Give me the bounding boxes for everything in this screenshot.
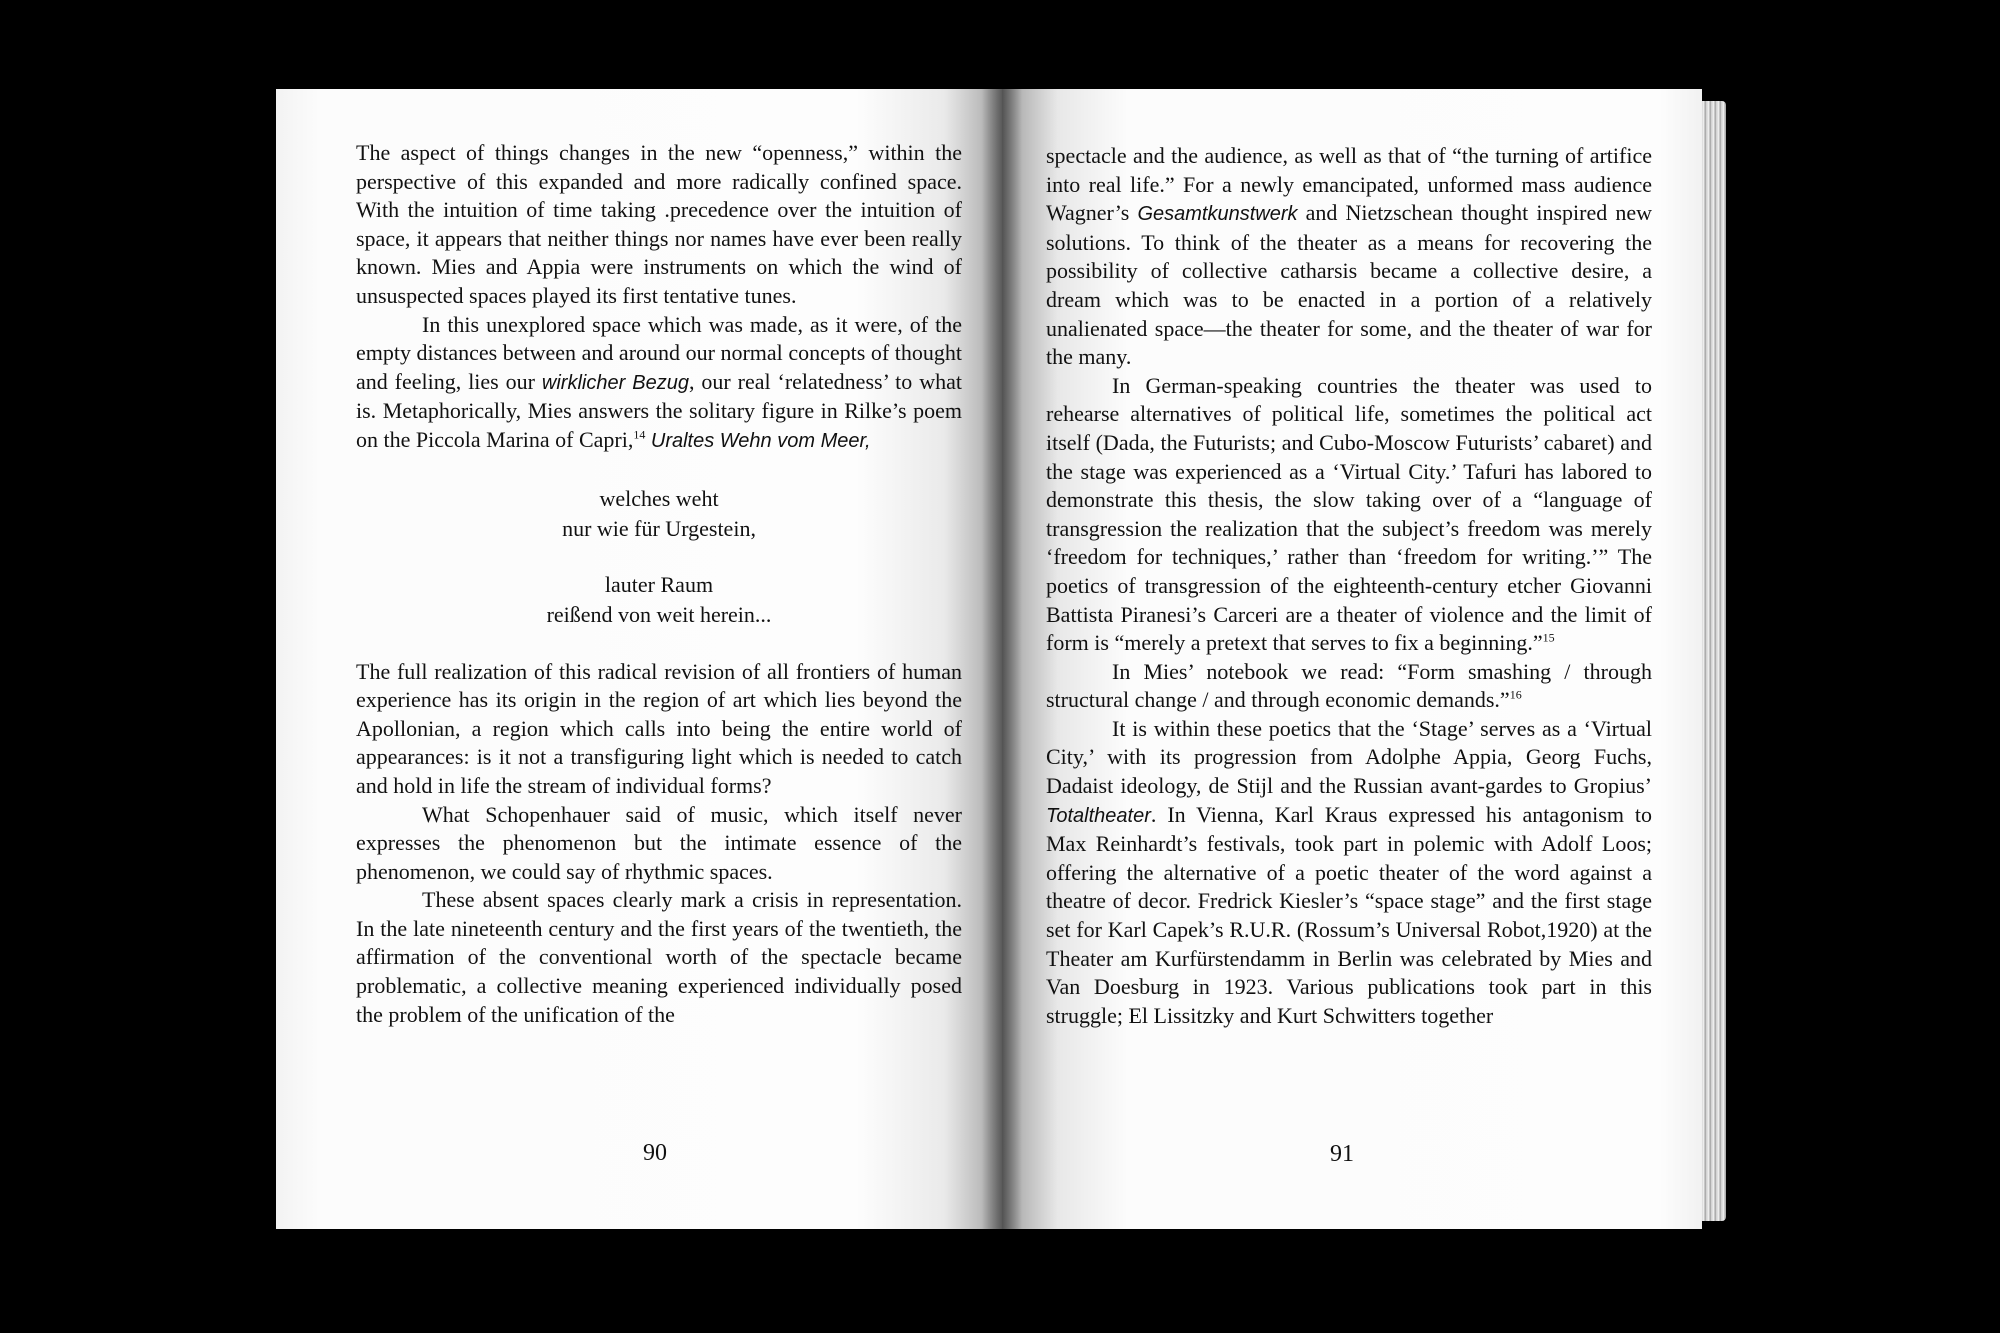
text-run: It is within these poetics that the ‘Stage’ serves as a ‘Virtual City,’ with its progression from Adolphe Appia, Georg Fuchs, Dadaist ideology, de Stijl and the Russian avant-gardes to Gropius’: [1046, 715, 1652, 799]
open-book: [276, 89, 1726, 1229]
italic-term: wirklicher Bezug: [541, 371, 689, 394]
paragraph: The full realization of this radical revision of all frontiers of human experience has its origin in the region of art which lies beyond the Apollonian, a region which calls into being the entire world of appearances: is it not a transfiguring light which is needed to catch and hold in life the stream of individual forms?: [356, 658, 962, 798]
paragraph: What Schopenhauer said of music, which itself never expresses the phenomenon but the intimate essence of the phenomenon, we could say of rhythmic spaces.: [356, 801, 962, 884]
poem-line: welches weht: [599, 485, 719, 511]
poem-line: reißend von weit herein...: [546, 601, 772, 627]
text-run: In Mies’ notebook we read: “Form smashing / through structural change / and through economic demands.”: [1046, 658, 1652, 713]
paragraph: [1046, 658, 1652, 715]
italic-term: Gesamtkunstwerk: [1137, 203, 1298, 226]
page-number: 90: [643, 1140, 667, 1166]
paragraph: [1046, 372, 1652, 658]
stanza-gap: [356, 544, 962, 570]
footnote-marker: 15: [1542, 630, 1555, 645]
page-edges: [1702, 101, 1726, 1221]
footnote-marker: 16: [1509, 687, 1522, 702]
poem-quote: [356, 484, 962, 630]
italic-quote: Uraltes Wehn vom Meer,: [650, 429, 871, 452]
paragraph: [356, 311, 962, 456]
poem-line: lauter Raum: [604, 571, 714, 597]
text-run: . In Vienna, Karl Kraus expressed his antagonism to Max Reinhardt’s festivals, took part in polemic with Adolf Loos; offering the alternative of a poetic theater of the word against a theatre of decor. Fredrick Kiesler’s “space stage” and the first stage set for Karl Capek’s R.U.R. (Rossum’s Universal Robot,1920) at the Theater am Kurfürstendamm in Berlin was celebrated by Mies and Van Doesburg in 1923. Various publications took part in this struggle; El Lissitzky and Kurt Schwitters together: [1046, 801, 1652, 1028]
page-number: 91: [1330, 1141, 1354, 1167]
book-gutter: [982, 89, 1022, 1229]
paragraph: The aspect of things changes in the new “openness,” within the perspective of this expanded and more radically confined space. With the intuition of time taking .precedence over the intuition of space, it appears that neither things nor names have ever been really known. Mies and Appia were instruments on which the wind of unsuspected spaces played its first tentative tunes.: [356, 140, 962, 308]
text-run: spectacle and the audience, as well as that of “the turning of artifice into real life.” For a newly emancipated, unformed mass audience Wagner’s: [1046, 143, 1652, 226]
text-run: and Nietzschean thought inspired new solutions. To think of the theater as a means for recovering the possibility of collective catharsis became a collective desire, a dream which was to be enacted in a portion of a relatively unalienated space—the theater for some, and the theater of war for the many.: [1046, 200, 1652, 370]
paragraph: [1046, 142, 1652, 372]
text-run: In German-speaking countries the theater was used to rehearse alternatives of political life, sometimes the political act itself (Dada, the Futurists; and Cubo-Moscow Futurists’ cabaret) and the stage was experienced as a ‘Virtual City.’ Tafuri has labored to demonstrate this thesis, the slow taking over of a “language of transgression the realization that the subject’s freedom was merely ‘freedom for techniques,’ rather than ‘freedom for writing.’” The poetics of transgression of the eighteenth-century etcher Giovanni Battista Piranesi’s Carceri are a theater of violence and the limit of form is “merely a pretext that serves to fix a beginning.”: [1046, 372, 1652, 656]
paragraph: These absent spaces clearly mark a crisis in representation. In the late nineteenth century and the first years of the twentieth, the affirmation of the conventional worth of the spectacle became problematic, a collective meaning experienced individually posed the problem of the unification of the: [356, 887, 962, 1027]
poem-line: nur wie für Urgestein,: [562, 515, 756, 541]
paragraph: [1046, 715, 1652, 1031]
right-page-body: [1046, 142, 1652, 1030]
left-page-body: [356, 139, 962, 1029]
text-run: In this unexplored space which was made, as it were, of the empty distances between and around our normal concepts of thought and feeling, lies our: [356, 311, 962, 394]
text-run: , our real ‘relatedness’ to what is. Metaphorically, Mies answers the solitary figure in Rilke’s poem on the Piccola Marina of Capri,: [356, 368, 962, 452]
footnote-marker: 14: [633, 427, 646, 442]
italic-term: Totaltheater: [1046, 804, 1151, 827]
